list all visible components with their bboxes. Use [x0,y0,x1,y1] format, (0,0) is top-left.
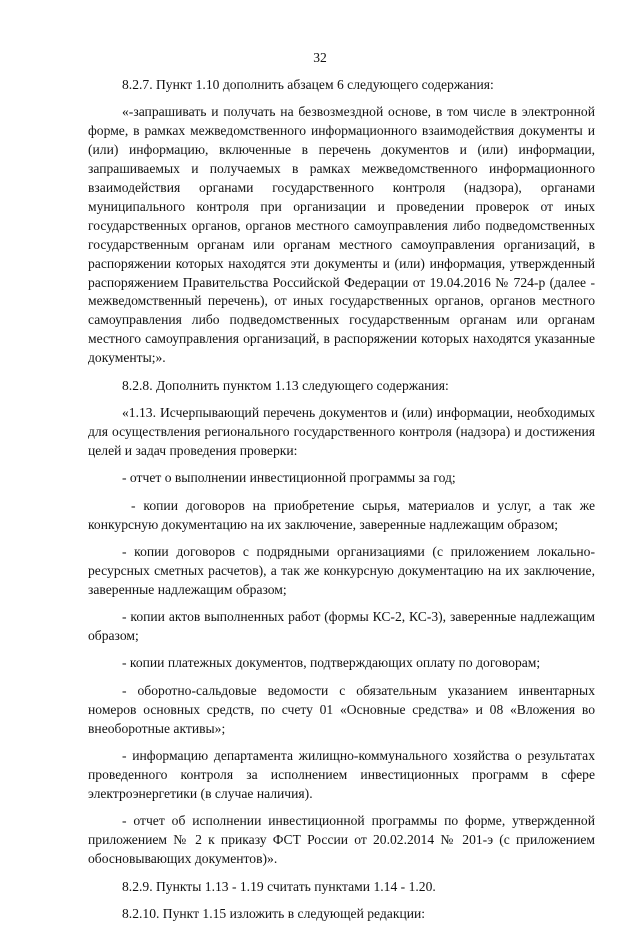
document-body [88,76,595,932]
paragraph-8-2-8: 8.2.8. Дополнить пунктом 1.13 следующего содержания: [122,377,449,393]
list-item-contractor-contracts: - копии договоров с подрядными организациями (с приложением локально-ресурсных сметных расчетов), а так же конкурсную документацию на их заключение, заверенные надлежащим образом; [88,543,595,597]
list-item-balance-sheets: - оборотно-сальдовые ведомости с обязательным указанием инвентарных номеров основных средств, по счету 01 «Основные средства» и 08 «Вложения во внеоборотные активы»; [88,682,595,736]
page-number: 32 [313,50,327,65]
paragraph-8-2-9: 8.2.9. Пункты 1.13 - 1.19 считать пунктами 1.14 - 1.20. [122,878,436,894]
paragraph-8-2-7: 8.2.7. Пункт 1.10 дополнить абзацем 6 следующего содержания: [122,77,494,92]
list-item-acts-of-work: - копии актов выполненных работ (формы КС-2, КС-3), заверенные надлежащим образом; [88,609,595,644]
list-item-execution-report: - отчет об исполнении инвестиционной программы по форме, утвержденной приложением № 2 к приказу ФСТ России от 20.02.2014 № 201-э (с приложением обосновывающих документов)». [88,813,595,867]
list-item-investment-report: - отчет о выполнении инвестиционной программы за год; [122,470,456,486]
paragraph-request-right: «-запрашивать и получать на безвозмездной основе, в том числе в электронной форме, в рамках межведомственного информационного взаимодействия документы и (или) информацию, включенные в перечень документов и (или) информации, запрашиваемых и получаемых в рамках межведомственного информационного взаимодействия органами государственного контроля (надзора), органами муниципального контроля при организации и проведении проверок от иных государственных органов, органов местного самоуправления либо подведомственных государственным органам или органам местного самоуправления организаций, в распоряжении которых находятся эти документы и (или) информация, утвержденный распоряжением Правительства Российской Федерации от 19.04.2016 № 724-р (далее - межведомственный перечень), от иных государственных органов, органов местного самоуправления либо подведомственных государственным органам или органам местного самоуправления организаций, в распоряжении которых находятся указанные документы;». [88,104,595,366]
list-item-purchase-contracts: - копии договоров на приобретение сырья, материалов и услуг, а так же конкурсную документацию на их заключение, заверенные надлежащим образом; [88,497,595,532]
paragraph-8-2-10: 8.2.10. Пункт 1.15 изложить в следующей редакции: [122,905,426,921]
list-item-housing-department-info: - информацию департамента жилищно-коммунального хозяйства о результатах проведенного контроля за исполнением инвестиционных программ в сфере электроэнергетики (в случае наличия). [88,748,595,801]
paragraph-1-13: «1.13. Исчерпывающий перечень документов и (или) информации, необходимых для осуществления регионального государственного контроля (надзора) и достижения целей и задач проведения проверки: [88,405,595,458]
list-item-payment-documents: - копии платежных документов, подтверждающих оплату по договорам; [122,655,541,671]
